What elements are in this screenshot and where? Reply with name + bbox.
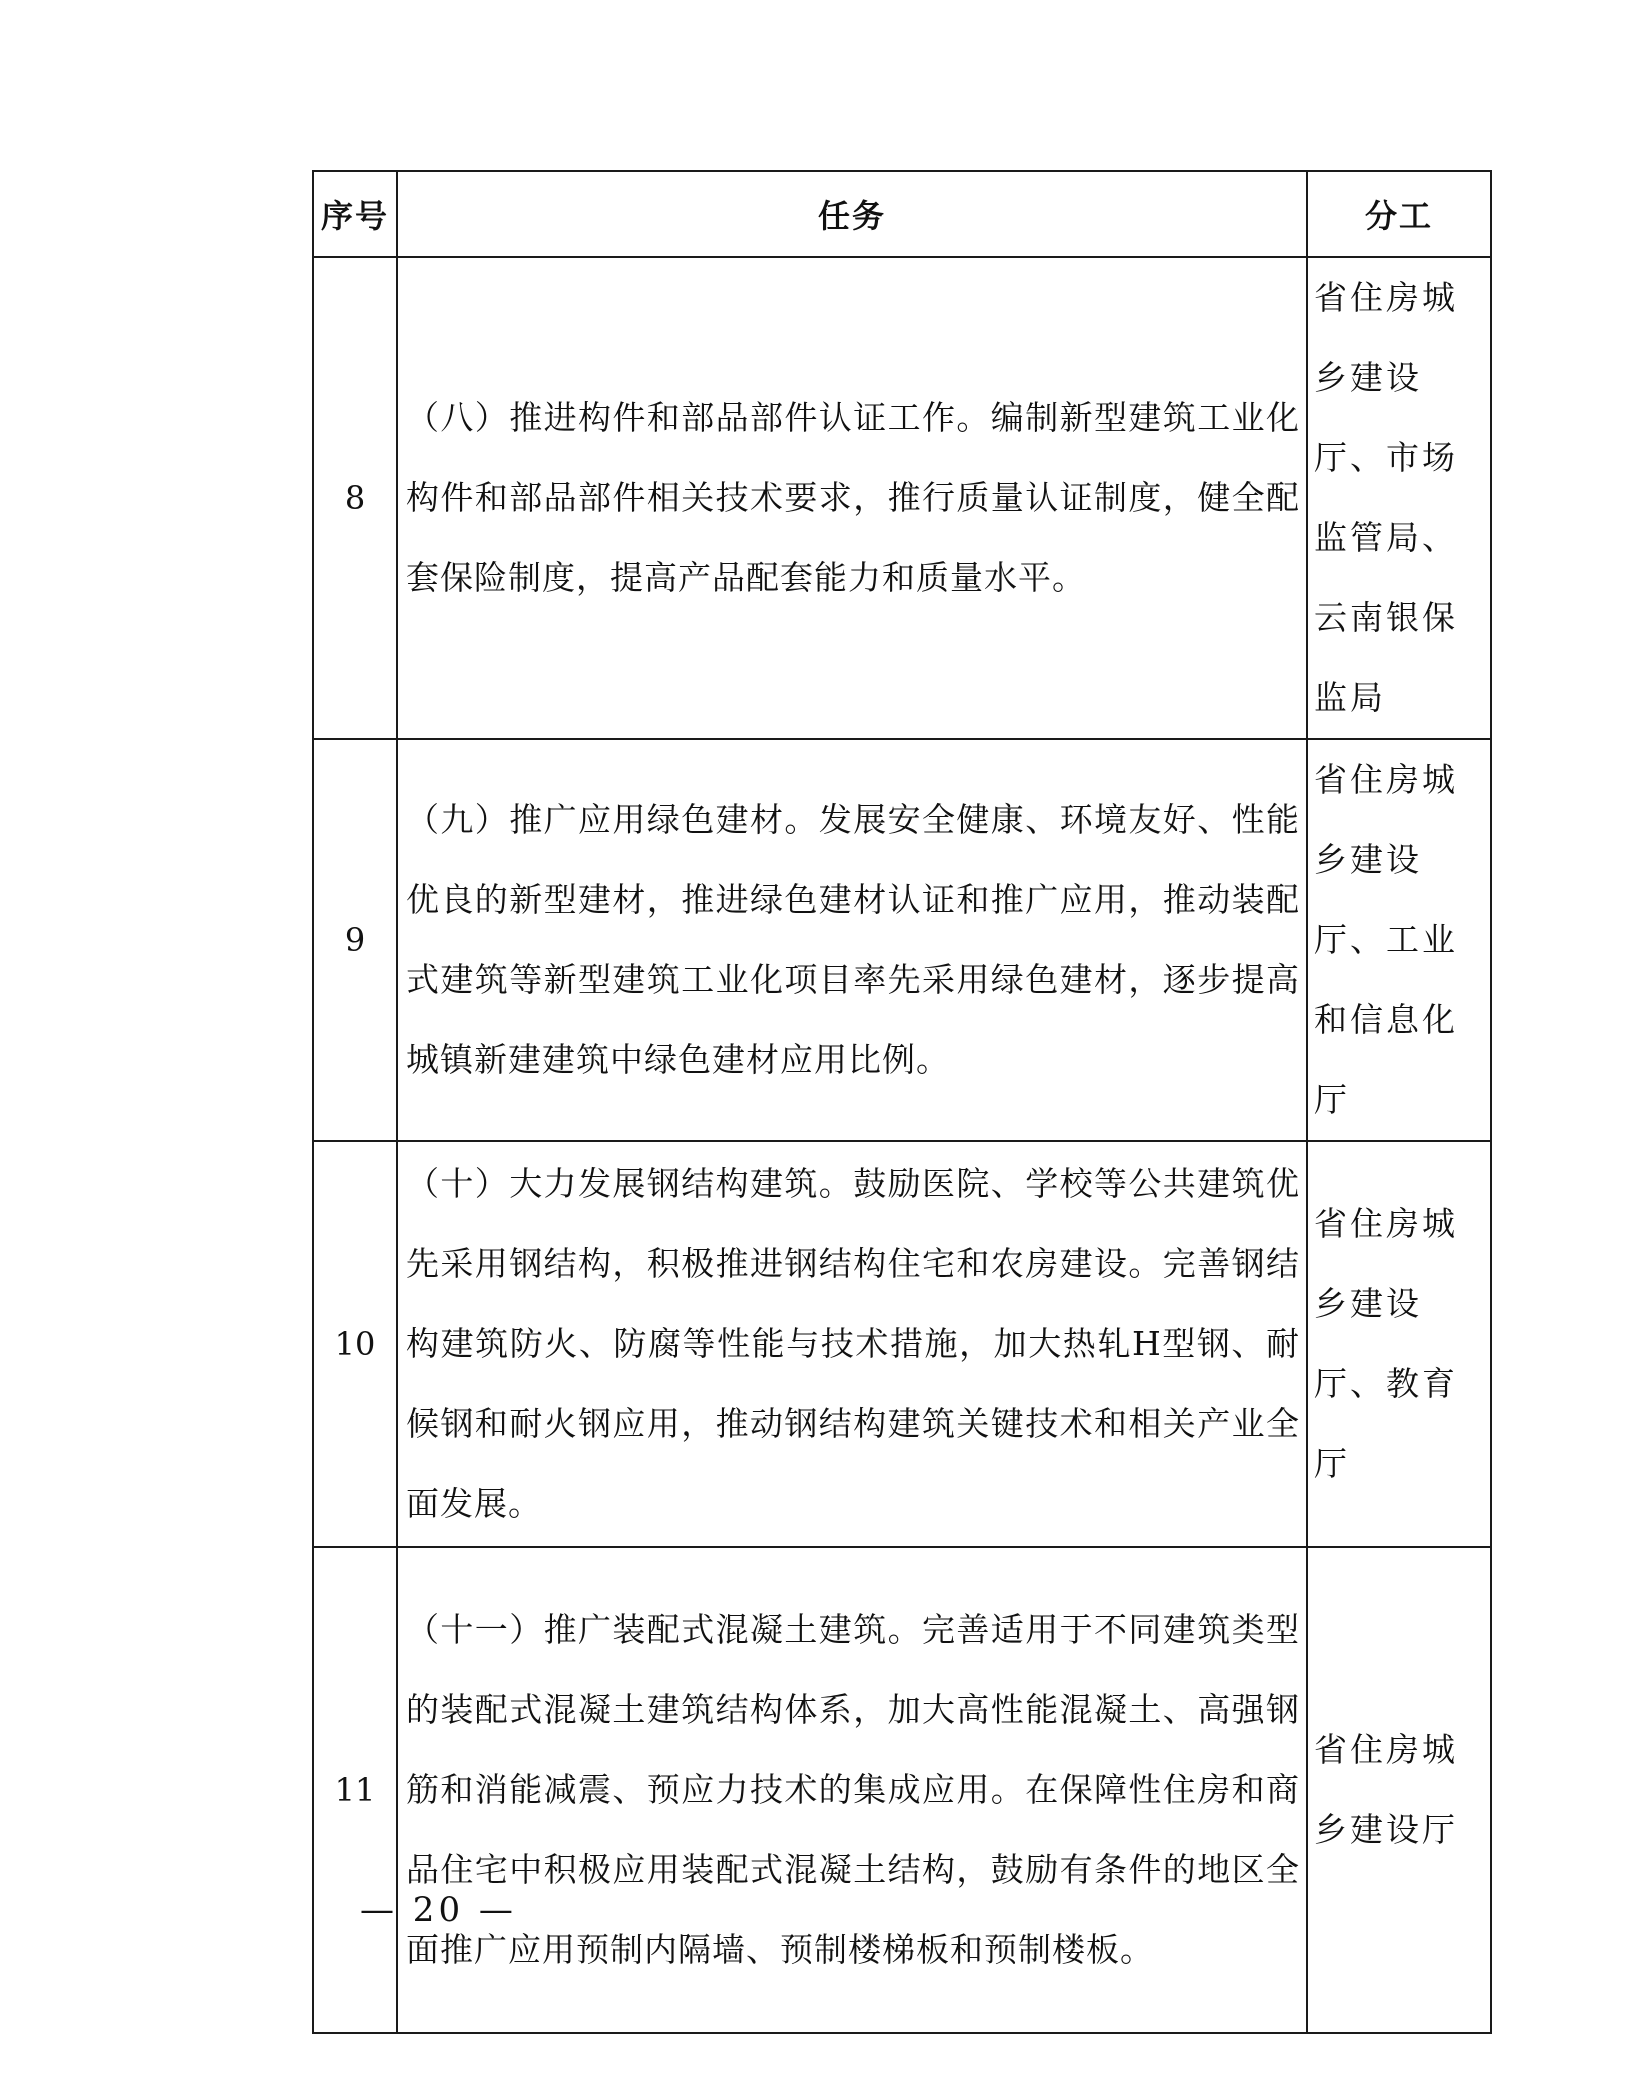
page-number: — 20 —	[360, 1890, 517, 1930]
header-task: 任务	[397, 171, 1307, 257]
task-table	[312, 170, 1492, 2034]
table-row	[313, 739, 1491, 1141]
table-row	[313, 1547, 1491, 2033]
row-task: （十一）推广装配式混凝土建筑。完善适用于不同建筑类型的装配式混凝土建筑结构体系，加大高性能混凝土、高强钢筋和消能减震、预应力技术的集成应用。在保障性住房和商品住宅中积极应用装配式混凝土结构，鼓励有条件的地区全面推广应用预制内隔墙、预制楼梯板和预制楼板。	[397, 1547, 1307, 2033]
row-division: 省住房城乡建设厅、市场监管局、云南银保监局	[1307, 257, 1491, 739]
row-task: （八）推进构件和部品部件认证工作。编制新型建筑工业化构件和部品部件相关技术要求，推行质量认证制度，健全配套保险制度，提高产品配套能力和质量水平。	[397, 257, 1307, 739]
row-task: （九）推广应用绿色建材。发展安全健康、环境友好、性能优良的新型建材，推进绿色建材认证和推广应用，推动装配式建筑等新型建筑工业化项目率先采用绿色建材，逐步提高城镇新建建筑中绿色建材应用比例。	[397, 739, 1307, 1141]
table-row	[313, 257, 1491, 739]
table-header-row	[313, 171, 1491, 257]
row-task: （十）大力发展钢结构建筑。鼓励医院、学校等公共建筑优先采用钢结构，积极推进钢结构住宅和农房建设。完善钢结构建筑防火、防腐等性能与技术措施，加大热轧H型钢、耐候钢和耐火钢应用，推动钢结构建筑关键技术和相关产业全面发展。	[397, 1141, 1307, 1547]
row-division: 省住房城乡建设厅	[1307, 1547, 1491, 2033]
table-row	[313, 1141, 1491, 1547]
row-division: 省住房城乡建设厅、工业和信息化厅	[1307, 739, 1491, 1141]
row-number: 8	[313, 257, 397, 739]
row-number: 10	[313, 1141, 397, 1547]
row-number: 9	[313, 739, 397, 1141]
header-no: 序号	[313, 171, 397, 257]
header-division: 分工	[1307, 171, 1491, 257]
row-division: 省住房城乡建设厅、教育厅	[1307, 1141, 1491, 1547]
row-number: 11	[313, 1547, 397, 2033]
